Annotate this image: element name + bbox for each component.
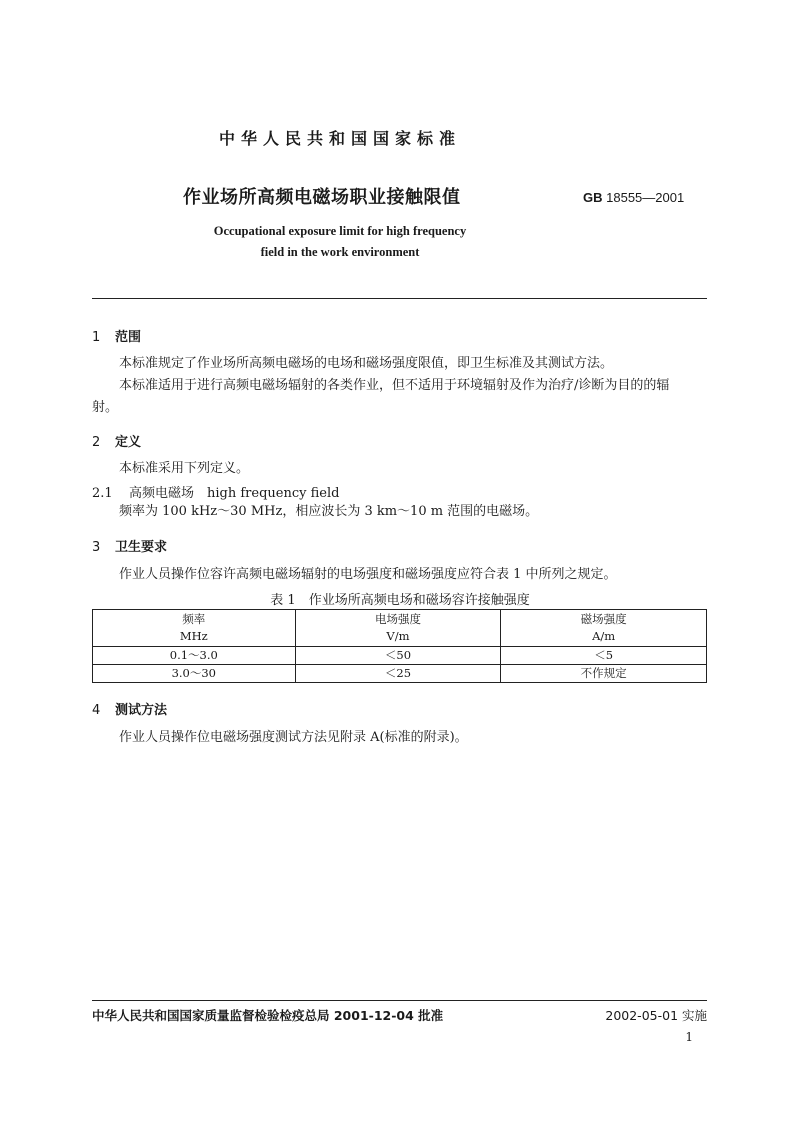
table-caption: 表 1 作业场所高频电场和磁场容许接触强度	[270, 593, 530, 608]
header-magnetic-field-name: 磁场强度	[580, 612, 627, 626]
table-cell: ＜5	[501, 647, 707, 665]
definition-number: 2.1	[92, 486, 113, 501]
section-1-paragraph-2-continued: 射。	[92, 400, 119, 415]
header-frequency	[93, 610, 296, 647]
table-cell: ＜50	[295, 647, 501, 665]
section-2-heading	[92, 431, 141, 450]
header-magnetic-field-unit: A/m	[592, 629, 616, 643]
standard-category-heading: 中华人民共和国国家标准	[218, 129, 461, 148]
limits-table	[92, 609, 707, 683]
document-title: 作业场所高频电磁场职业接触限值	[183, 187, 461, 208]
section-2-title: 定义	[115, 435, 142, 450]
table-row	[93, 647, 707, 665]
header-frequency-name: 频率	[182, 612, 206, 626]
english-title-line-2: field in the work environment	[260, 245, 420, 259]
standard-code: 18555—2001	[606, 190, 685, 205]
header-frequency-unit: MHz	[179, 629, 208, 643]
table-cell: 不作规定	[501, 665, 707, 683]
section-4-number: 4	[92, 703, 101, 718]
section-3-heading	[92, 536, 167, 555]
section-1-paragraph-1: 本标准规定了作业场所高频电磁场的电场和磁场强度限值，即卫生标准及其测试方法。	[119, 356, 614, 371]
header-divider	[92, 298, 707, 299]
table-cell: 3.0～30	[93, 665, 296, 683]
section-1-title: 范围	[115, 330, 142, 345]
section-4-heading	[92, 699, 167, 718]
table-cell: 0.1～3.0	[93, 647, 296, 665]
section-1-number: 1	[92, 330, 101, 345]
page-number: 1	[685, 1030, 693, 1044]
section-3-paragraph-1: 作业人员操作位容许高频电磁场辐射的电场强度和磁场强度应符合表 1 中所列之规定。	[119, 567, 617, 582]
approval-statement: 中华人民共和国国家质量监督检验检疫总局 2001-12-04 批准	[92, 1008, 444, 1023]
header-magnetic-field	[501, 610, 707, 647]
section-2-paragraph-1: 本标准采用下列定义。	[119, 461, 250, 476]
english-title-line-1: Occupational exposure limit for high frequency	[213, 224, 467, 238]
section-2-number: 2	[92, 435, 101, 450]
section-1-paragraph-2: 本标准适用于进行高频电磁场辐射的各类作业，但不适用于环境辐射及作为治疗/诊断为目的的辐	[119, 378, 670, 393]
definition-2-1	[92, 482, 339, 501]
standard-number	[583, 190, 684, 205]
section-3-title: 卫生要求	[115, 540, 168, 555]
definition-term: 高频电磁场 high frequency field	[129, 486, 340, 501]
section-4-paragraph-1: 作业人员操作位电磁场强度测试方法见附录 A(标准的附录)。	[119, 730, 468, 745]
definition-text: 频率为 100 kHz～30 MHz，相应波长为 3 km～10 m 范围的电磁场。	[119, 504, 539, 519]
standard-prefix: GB	[583, 190, 603, 205]
section-4-title: 测试方法	[115, 703, 168, 718]
header-electric-field-unit: V/m	[386, 629, 410, 643]
table-row	[93, 665, 707, 683]
footer-divider	[92, 1000, 707, 1001]
header-electric-field-name: 电场强度	[374, 612, 421, 626]
table-cell: ＜25	[295, 665, 501, 683]
section-1-heading	[92, 326, 141, 345]
effective-date: 2002-05-01 实施	[605, 1008, 707, 1023]
section-3-number: 3	[92, 540, 101, 555]
header-electric-field	[295, 610, 501, 647]
